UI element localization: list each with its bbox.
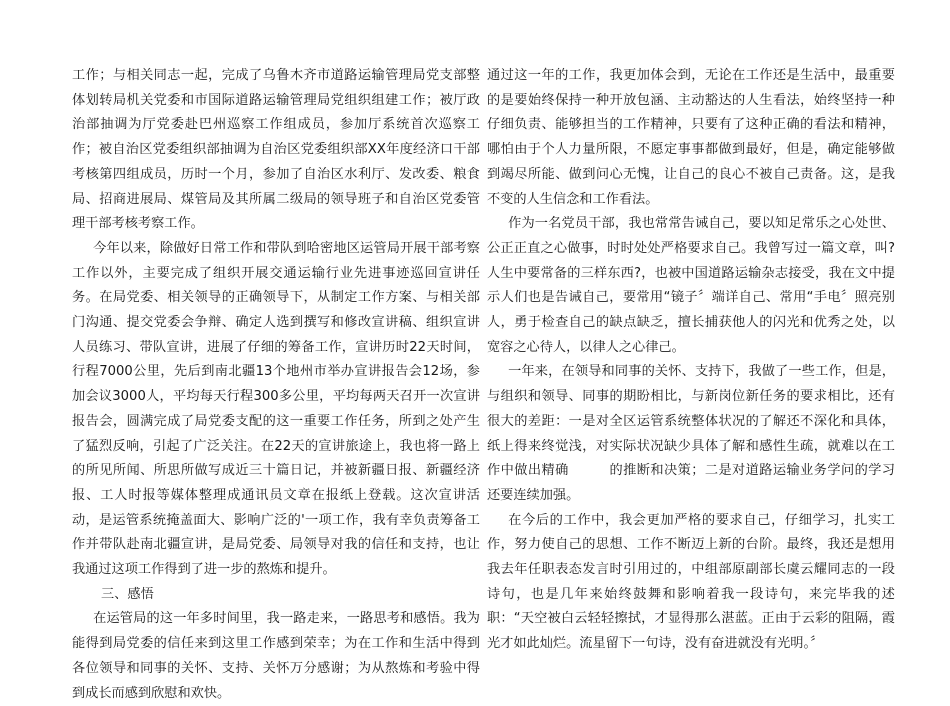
- paragraph-propaganda-tour: 今年以来，除做好日常工作和带队到哈密地区运管局开展干部考察工作以外，主要完成了组织开展交通运输行业先进事迹巡回宣讲任务。在局党委、相关领导的正确领导下，从制定工作方案、与相关部门沟通、提交党委会争辩、确定人选到撰写和修改宣讲稿、组织宣讲人员练习、带队宣讲，进展了仔细的筹备工作，宣讲历时22天时间，行程7000公里，先后到南北疆13个地州市举办宣讲报告会12场，参加会议3000人，平均每天行程300多公里，平均每两天召开一次宣讲报告会，圆满完成了局党委支配的这一重要工作任务，所到之处产生了猛烈反响，引起了广泛关注。在22天的宣讲旅途上，我也将一路上的所见所闻、所思所做写成近三十篇日记，并被新疆日报、新疆经济报、工人时报等媒体整理成通讯员文章在报纸上登载。这次宣讲活动，是运管系统掩盖面大、影响广泛的'一项工作，我有幸负责筹备工作并带队赴南北疆宣讲，是局党委、局领导对我的信任和支持，也让我通过这项工作得到了进一步的熬炼和提升。: [72, 240, 480, 578]
- paragraph-shortcomings: 一年来，在领导和同事的关怀、支持下，我做了一些工作，但是，与组织和领导、同事的期盼相比，与新岗位新任务的要求相比，还有很大的差距：一是对全区运管系统整体状况的了解还不深化和具体，纸上得来终觉浅，对实际状况缺少具体了解和感性生疏，就难以在工作中做出精确 的推断和决策；二是对道路运输业务学问的学习还要连续加强。: [487, 364, 895, 503]
- left-column: [72, 64, 480, 706]
- paragraph-future-work: 在今后的工作中，我会更加严格的要求自己，仔细学习，扎实工作，努力使自己的思想、工作不断迈上新的台阶。最终，我还是想用我去年任职表态发言时引用过的，中组部原副部长虞云耀同志的一段诗句，也是几年来始终鼓舞和影响着我一段诗句，来完毕我的述职：“天空被白云轻轻擦拭，才显得那么湛蓝。正由于云彩的阻隔，霞光才如此灿烂。流星留下一句诗，没有奋进就没有光明。〞: [487, 512, 895, 652]
- paragraph-work-attitude: 通过这一年的工作，我更加体会到，无论在工作还是生活中，最重要的是要始终保持一种开放包涵、主动豁达的人生看法，始终坚持一种仔细负责、能够担当的工作精神，只要有了这种正确的看法和精神，哪怕由于个人力量所限，不愿定事事都做到最好，但是，确定能够做到竭尽所能、做到问心无愧，让自己的良心不被自己责备。这，是我不变的人生信念和工作看法。: [487, 68, 895, 207]
- right-column: [487, 64, 895, 657]
- paragraph-self-discipline: 作为一名党员干部，我也常常告诫自己，要以知足常乐之心处世、公正正直之心做事，时时处处严格要求自己。我曾写过一篇文章，叫?人生中要常备的三样东西?，也被中国道路运输杂志接受，我在文中提示人们也是告诫自己，要常用“镜子〞端详自己、常用“手电〞照亮别人，勇于检查自己的缺点缺乏，擅长捕获他人的闪光和优秀之处，以宽容之心待人，以律人之心律己。: [487, 216, 895, 355]
- paragraph-reflections: 在运管局的这一年多时间里，我一路走来，一路思考和感悟。我为能得到局党委的信任来到这里工作感到荣幸；为在工作和生活中得到各位领导和同事的关怀、支持、关怀万分感谢；为从熬炼和考验中得到成长而感到欣慰和欢快。: [72, 611, 480, 701]
- section-heading-reflections: 三、感悟: [101, 586, 154, 602]
- paragraph-continued: 工作；与相关同志一起，完成了乌鲁木齐市道路运输管理局党支部整体划转局机关党委和市国际道路运输管理局党组织组建工作；被厅政治部抽调为厅党委赴巴州巡察工作组成员，参加厅系统首次巡察工作；被自治区党委组织部抽调为自治区党委组织部XX年度经济口干部考核第四组成员，历时一个月，参加了自治区水利厅、发改委、粮食局、招商进展局、煤管局及其所属二级局的领导班子和自治区党委管理干部考核考察工作。: [72, 68, 480, 232]
